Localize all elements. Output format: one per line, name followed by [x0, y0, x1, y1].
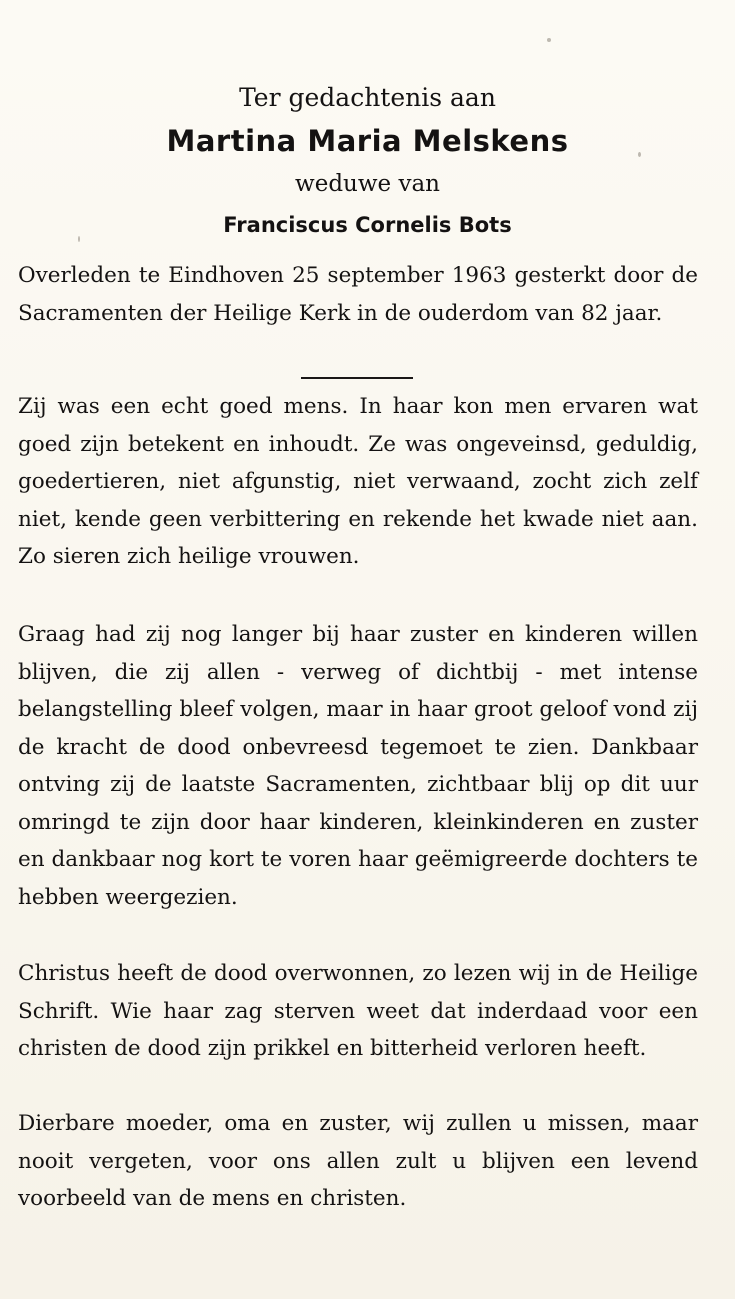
paragraph-farewell: Dierbare moeder, oma en zuster, wij zullen u missen, maar nooit vergeten, voor ons allen zult u blijven een levend voorbeeld van de mens en christen.	[18, 1111, 698, 1211]
husband-name: Franciscus Cornelis Bots	[223, 213, 512, 237]
deceased-name: Martina Maria Melskens	[166, 124, 569, 158]
card-header	[0, 80, 735, 242]
paper-speck	[547, 38, 551, 42]
paragraph-character: Zij was een echt goed mens. In haar kon men ervaren wat goed zijn betekent en inhoudt. Ze was ongeveinsd, geduldig, goedertieren, niet afgunstig, niet verwaand, zocht zich zelf niet, kende geen verbittering en rekende het kwade niet aan. Zo sieren zich heilige vrouwen.	[18, 394, 698, 569]
intro-line: Ter gedachtenis aan	[239, 83, 496, 112]
paragraph-last-days: Graag had zij nog langer bij haar zuster en kinderen willen blijven, die zij allen - verweg of dichtbij - met intense belangstelling bleef volgen, maar in haar groot geloof vond zij de kracht de dood onbevreesd tegemoet te zien. Dankbaar ontving zij de laatste Sacramenten, zichtbaar blij op dit uur omringd te zijn door haar kinderen, kleinkinderen en zuster en dankbaar nog kort te voren haar geëmigreerde dochters te hebben weergezien.	[18, 622, 698, 910]
widow-of-line: weduwe van	[295, 171, 440, 197]
death-notice: Overleden te Eindhoven 25 september 1963 gesterkt door de Sacramenten der Heilige Kerk in de ouderdom van 82 jaar.	[18, 263, 698, 326]
paragraph-scripture: Christus heeft de dood overwonnen, zo lezen wij in de Heilige Schrift. Wie haar zag sterven weet dat inderdaad voor een christen de dood zijn prikkel en bitterheid verloren heeft.	[18, 961, 698, 1061]
divider-line	[301, 377, 413, 379]
